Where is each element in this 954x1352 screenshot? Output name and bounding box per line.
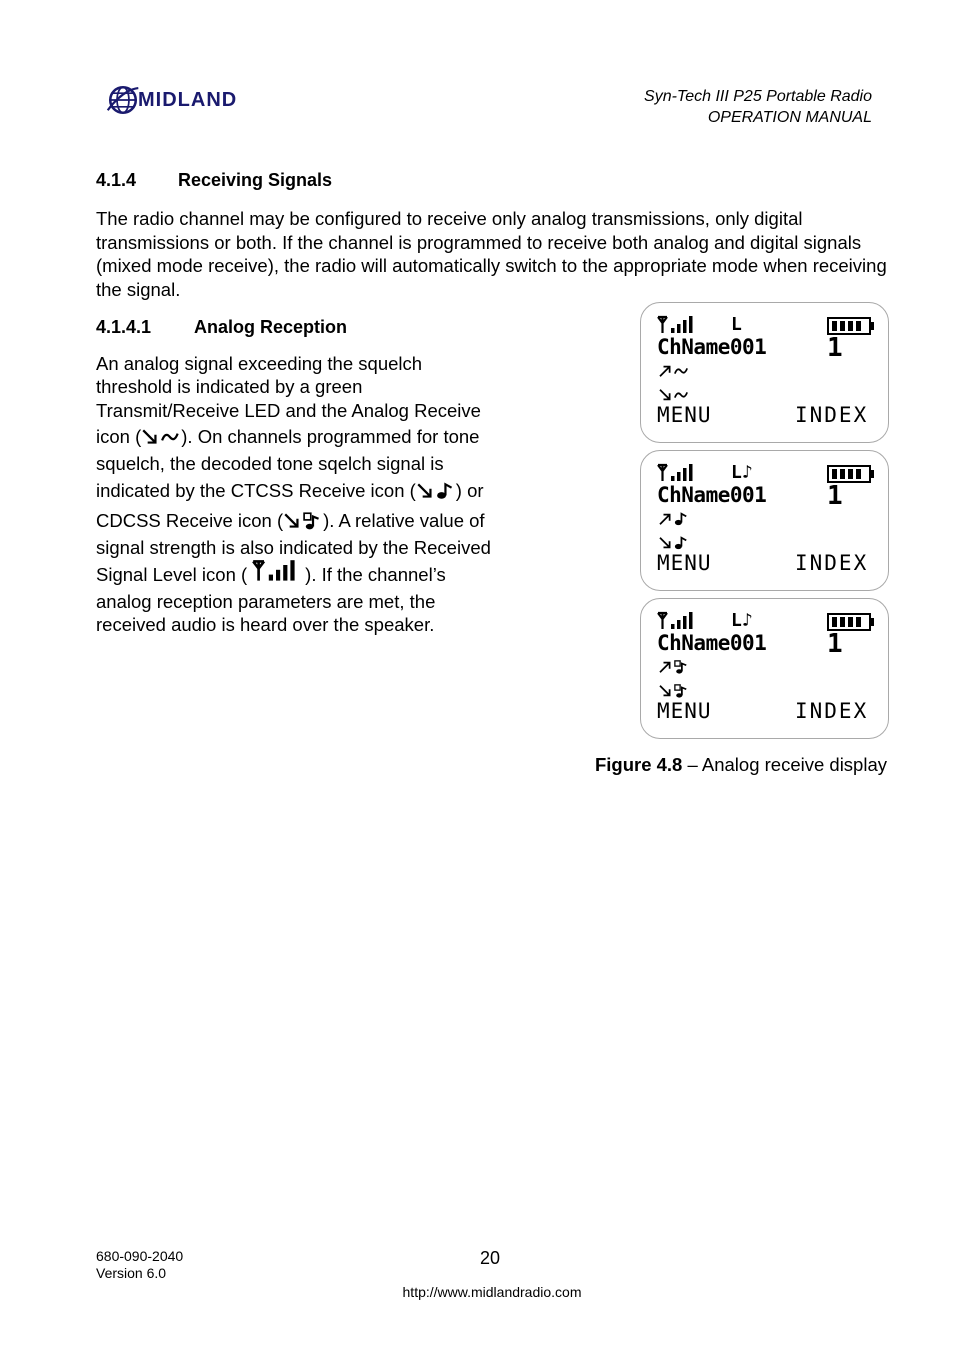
- lcd-channel-name: ChName001: [657, 335, 767, 359]
- text-line: [96, 476, 546, 506]
- lcd-index-softkey: INDEX: [795, 403, 869, 427]
- header-title-line2: OPERATION MANUAL: [707, 109, 872, 126]
- analog-receive-icon: [658, 388, 690, 402]
- section-title: Receiving Signals: [178, 170, 333, 190]
- figure-caption-text: – Analog receive display: [682, 754, 887, 775]
- figure-label: Figure 4.8: [594, 754, 683, 775]
- lcd-mode: L♪: [731, 610, 753, 631]
- midland-logo: [106, 78, 306, 122]
- section-heading: [96, 170, 332, 191]
- lcd-display-ctcss: [640, 450, 889, 591]
- lcd-mode: L♪: [731, 462, 753, 483]
- footer-doc-number: 680-090-2040: [96, 1248, 184, 1264]
- text-fragment: Signal Level icon (: [96, 564, 248, 586]
- text-fragment: indicated by the CTCSS Receive icon (: [96, 479, 416, 501]
- lcd-channel-name: ChName001: [657, 631, 767, 655]
- lcd-index-softkey: INDEX: [795, 699, 869, 723]
- analog-receive-icon: [141, 428, 181, 446]
- globe-icon: [106, 80, 140, 120]
- subsection-heading: [96, 317, 347, 338]
- lcd-channel-number: 1: [827, 629, 843, 659]
- text-line: received audio is heard over the speaker.: [96, 614, 435, 636]
- lcd-menu-softkey: MENU: [657, 551, 712, 575]
- section-number: 4.1.4: [96, 170, 137, 190]
- cdcss-transmit-icon: [658, 660, 690, 674]
- footer-doc-info: [96, 1248, 183, 1282]
- lcd-channel-name: ChName001: [657, 483, 767, 507]
- ctcss-receive-icon: [658, 536, 690, 550]
- section-paragraph: The radio channel may be configured to receive only analog transmissions, only digital transmissions or both. If the channel is programmed to receive both analog and digital signals (mixed mode receive), the radio will automatically switch to the appropriate mode when receiving the signal.: [96, 208, 887, 300]
- ctcss-transmit-icon: [658, 512, 690, 526]
- antenna-icon: [656, 315, 698, 335]
- antenna-icon: [656, 463, 698, 483]
- text-line: analog reception parameters are met, the: [96, 591, 436, 613]
- lcd-mode: L: [731, 314, 742, 335]
- subsection-paragraph: [96, 352, 546, 637]
- lcd-channel-number: 1: [827, 333, 843, 363]
- lcd-channel-number: 1: [827, 481, 843, 511]
- text-line: [96, 422, 546, 452]
- logo-text: MIDLAND: [138, 89, 238, 111]
- lcd-display-analog: [640, 302, 889, 443]
- text-line: threshold is indicated by a green: [96, 376, 363, 398]
- text-fragment: ). On channels programmed for tone: [181, 426, 480, 448]
- text-fragment: ). A relative value of: [323, 509, 485, 531]
- ctcss-receive-icon: [416, 482, 456, 500]
- lcd-menu-softkey: MENU: [657, 403, 712, 427]
- text-line: [96, 506, 546, 536]
- subsection-title: Analog Reception: [194, 317, 348, 337]
- signal-level-icon: [247, 559, 305, 583]
- lcd-index-softkey: INDEX: [795, 551, 869, 575]
- text-fragment: ) or: [455, 479, 484, 501]
- text-line: [96, 559, 546, 590]
- text-line: Transmit/Receive LED and the Analog Receive: [96, 399, 481, 421]
- text-line: An analog signal exceeding the squelch: [96, 353, 423, 374]
- cdcss-receive-icon: [283, 512, 323, 530]
- text-line: squelch, the decoded tone sqelch signal is: [96, 453, 444, 475]
- footer-url: http://www.midlandradio.com: [402, 1284, 582, 1300]
- header-title: [644, 86, 872, 128]
- footer-version: Version 6.0: [96, 1265, 167, 1281]
- text-fragment: CDCSS Receive icon (: [96, 509, 284, 531]
- page-number: 20: [479, 1248, 501, 1268]
- figure-caption: [595, 754, 887, 776]
- lcd-display-cdcss: [640, 598, 889, 739]
- analog-transmit-icon: [658, 364, 690, 378]
- subsection-number: 4.1.4.1: [96, 317, 152, 337]
- cdcss-receive-icon: [658, 684, 690, 698]
- text-fragment: icon (: [96, 426, 142, 448]
- lcd-menu-softkey: MENU: [657, 699, 712, 723]
- antenna-icon: [656, 611, 698, 631]
- text-fragment: ). If the channel’s: [305, 564, 446, 586]
- header-title-line1: Syn-Tech III P25 Portable Radio: [644, 88, 872, 105]
- text-line: signal strength is also indicated by the Received: [96, 536, 491, 558]
